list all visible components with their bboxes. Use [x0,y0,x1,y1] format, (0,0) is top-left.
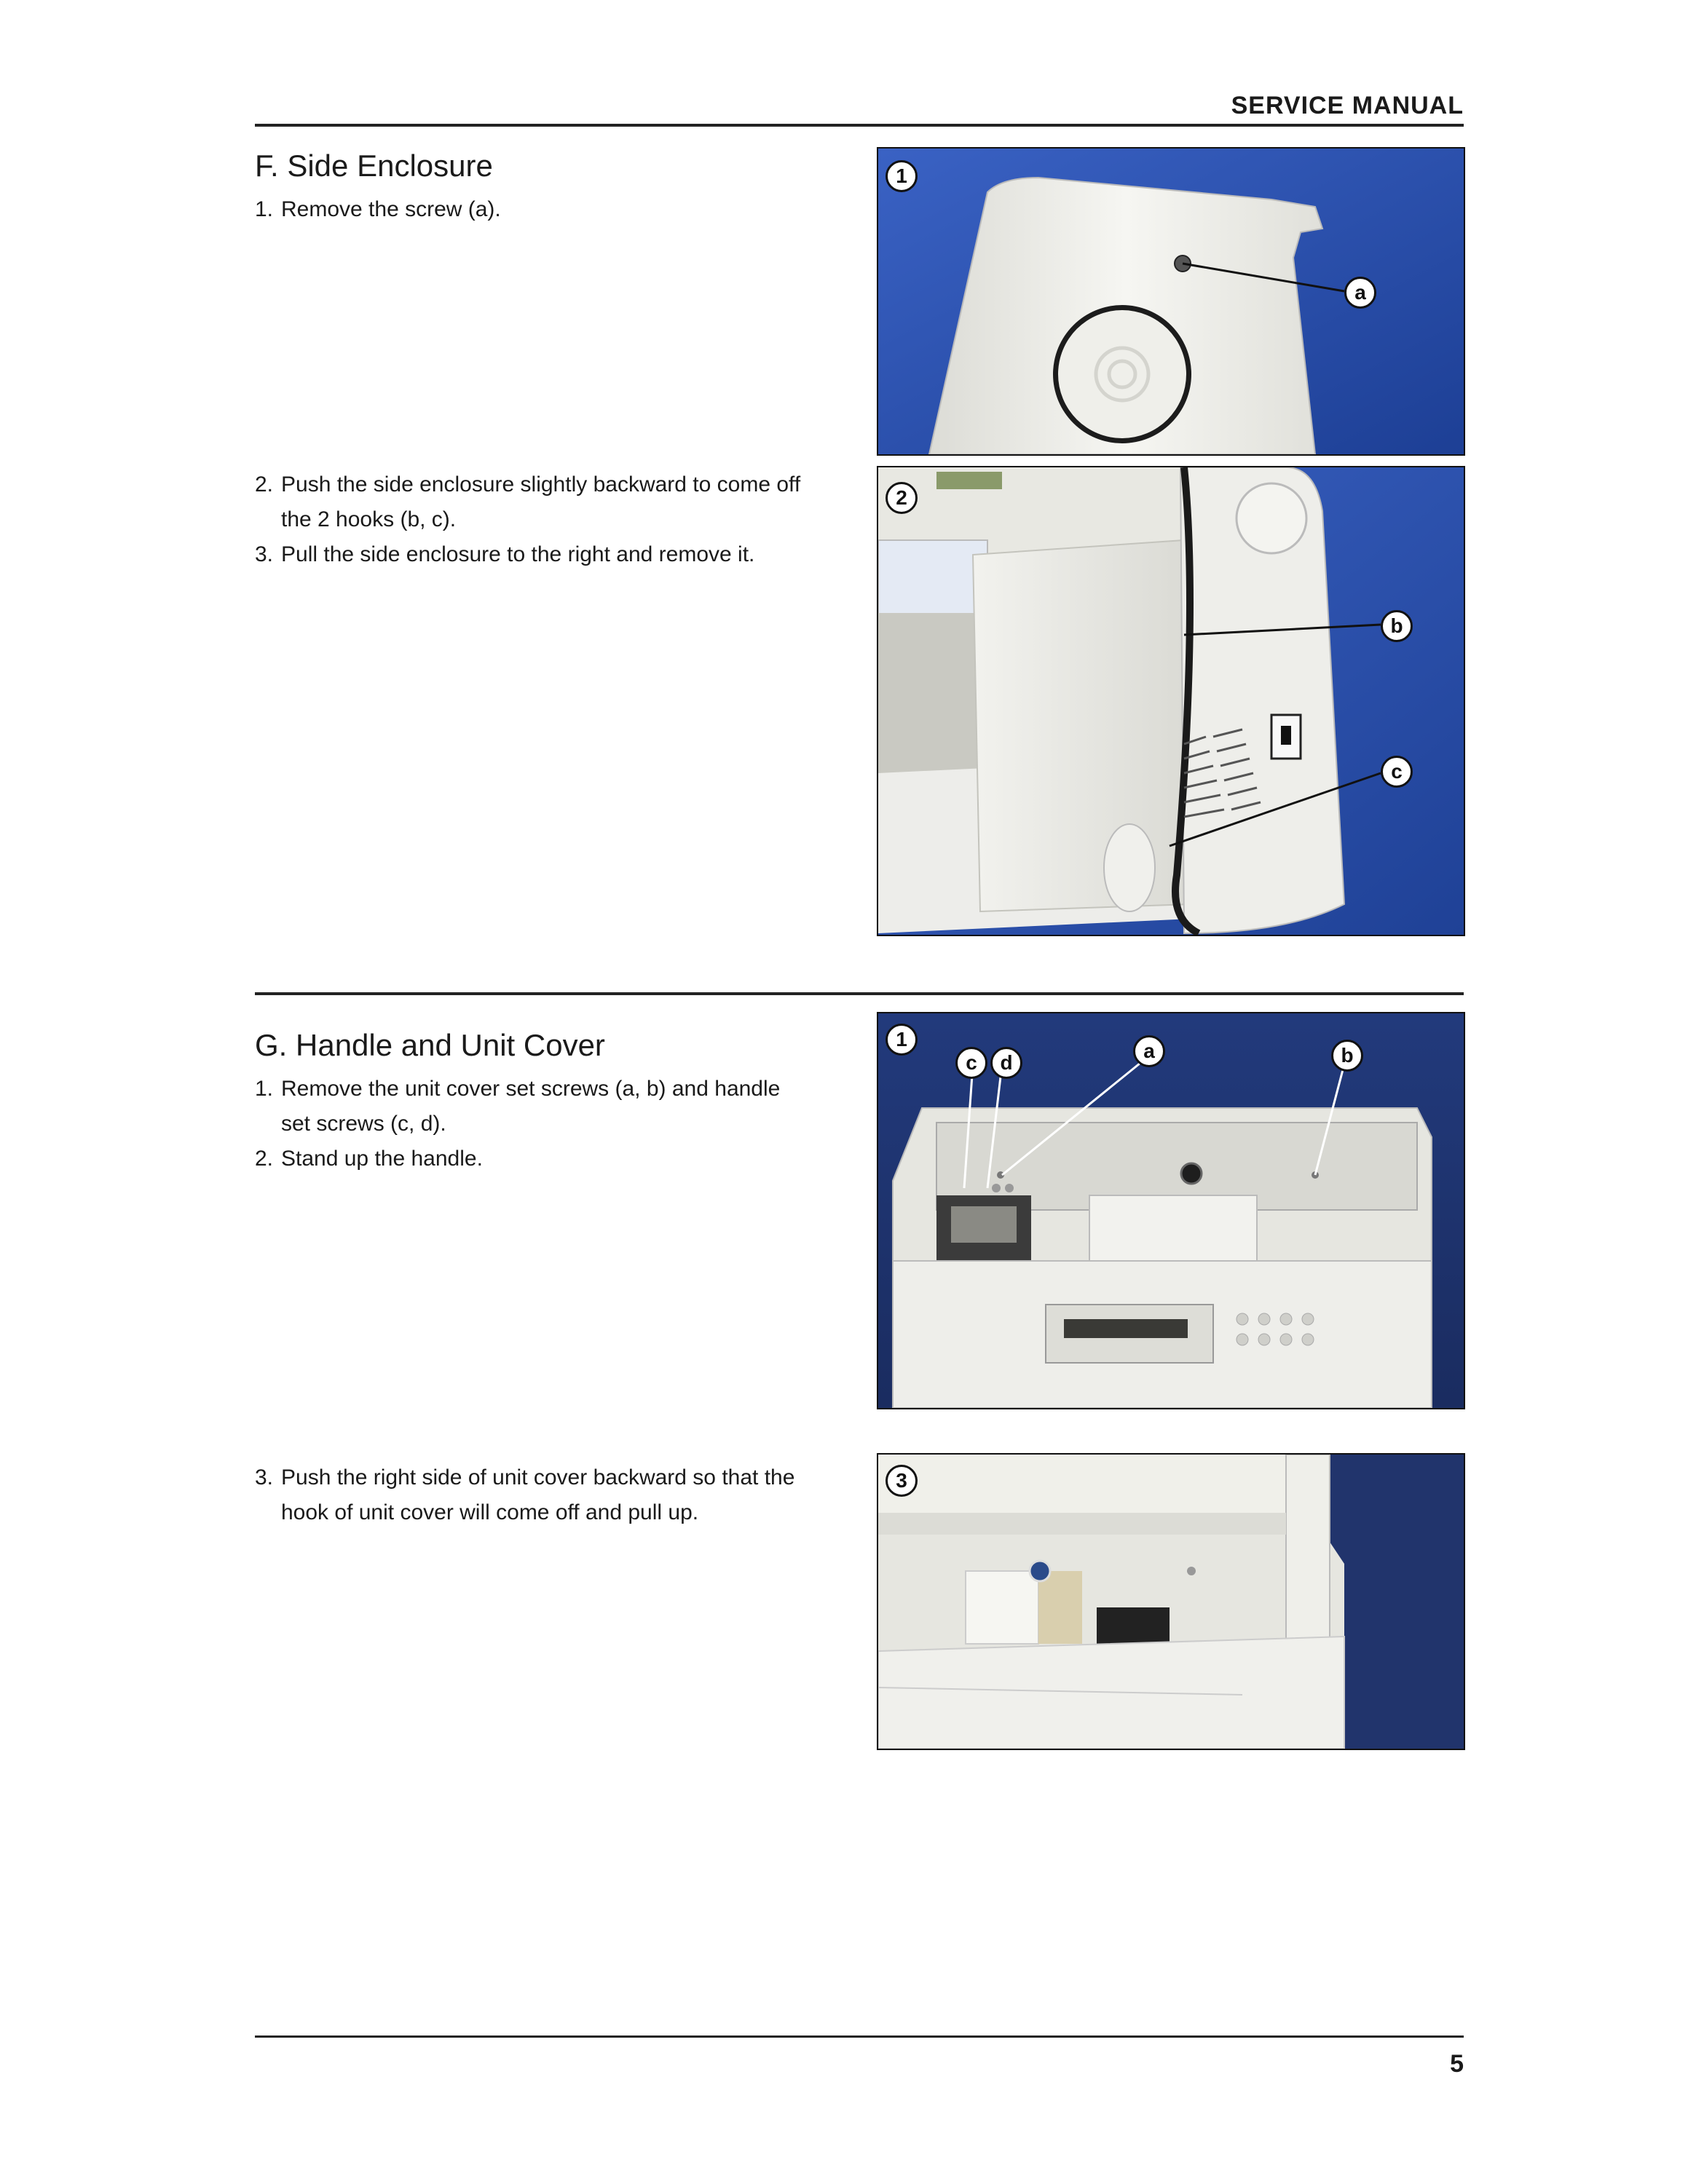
step-text: Remove the screw (a). [281,197,501,221]
section-f-step-1 [255,192,852,227]
section-g-step-2 [255,1142,852,1176]
step-text: Push the right side of unit cover backward so that the [281,1465,795,1489]
section-g-step-1 [255,1072,852,1142]
photo-number-badge: 1 [886,160,918,192]
callout-label-d: d [990,1047,1022,1079]
page-number: 5 [1450,2050,1464,2078]
step-number: 3. [255,1465,274,1489]
step-text: Push the side enclosure slightly backward to come off [281,472,801,496]
section-g-step-3 [255,1460,852,1530]
step-number: 1. [255,1077,274,1101]
step-text-continued: hook of unit cover will come off and pull up. [281,1500,699,1524]
step-text: Remove the unit cover set screws (a, b) and handle [281,1077,781,1101]
page-header-title: SERVICE MANUAL [1231,92,1464,119]
step-text: Stand up the handle. [281,1147,483,1171]
callout-label-a: a [1133,1035,1165,1067]
section-divider-rule [255,992,1464,995]
photo-g1-unit-cover-screws [877,1012,1465,1409]
step-number: 2. [255,1147,274,1171]
photo-g3-unit-cover-hook [877,1453,1465,1750]
callout-label-c: c [955,1047,987,1079]
sewing-machine-side-illustration [878,149,1464,454]
step-text-continued: the 2 hooks (b, c). [281,507,457,531]
step-number: 2. [255,472,274,496]
section-f-step-2 [255,467,852,537]
header-rule [255,124,1464,127]
callout-label-a: a [1344,277,1376,309]
section-g-title: G. Handle and Unit Cover [255,1028,605,1062]
section-f-title: F. Side Enclosure [255,149,493,183]
photo-f1-side-screw [877,147,1465,456]
sewing-machine-enclosure-illustration [878,467,1464,935]
photo-f2-side-hooks [877,466,1465,936]
photo-number-badge: 1 [886,1024,918,1056]
photo-number-badge: 2 [886,482,918,514]
step-number: 3. [255,542,274,566]
step-text: Pull the side enclosure to the right and remove it. [281,542,755,566]
step-number: 1. [255,197,274,221]
callout-label-b: b [1381,610,1413,642]
photo-number-badge: 3 [886,1465,918,1497]
step-text-continued: set screws (c, d). [281,1112,446,1136]
callout-label-b: b [1331,1040,1363,1072]
callout-label-c: c [1381,756,1413,788]
section-f-step-3 [255,537,852,572]
unit-cover-removal-illustration [878,1455,1464,1749]
footer-rule [255,2035,1464,2038]
